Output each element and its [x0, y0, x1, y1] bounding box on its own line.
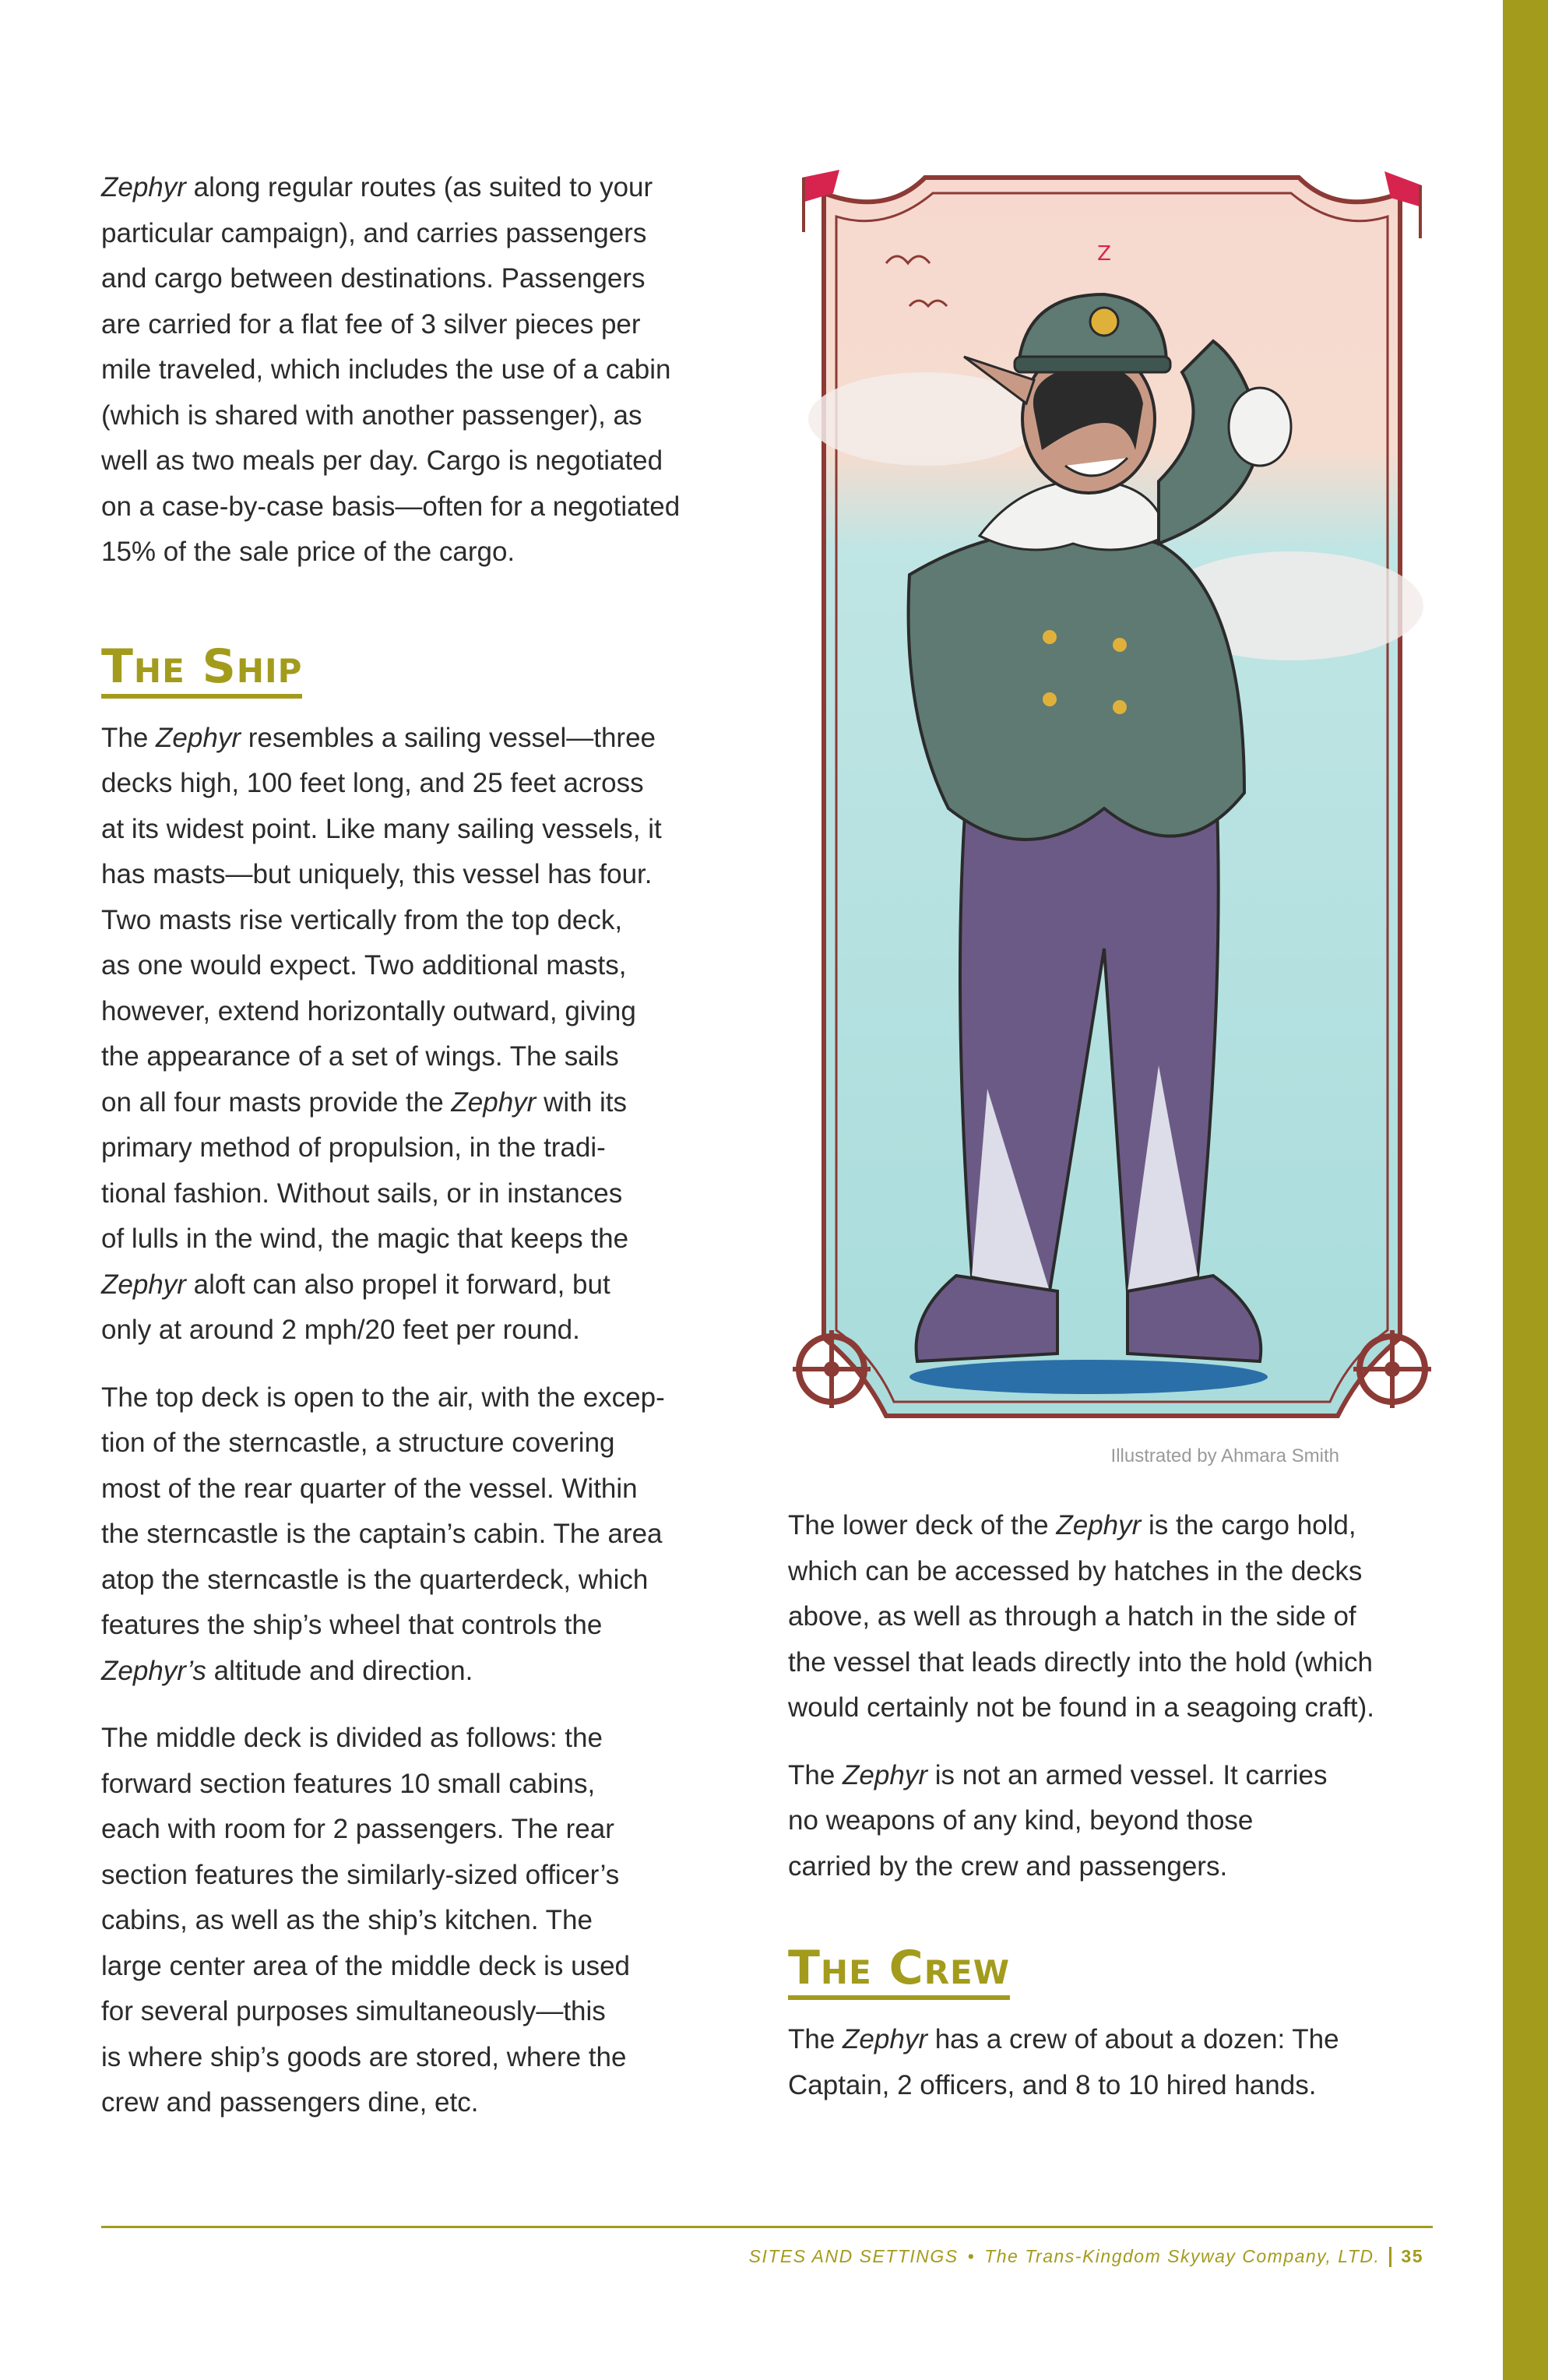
text-run: The top deck is open to the air, with the excep- tion of the sterncastle, a structure covering most of the rear quarter of the vessel. Within the sterncastle is the captain’s cabin. The area atop the sterncastle is the quarterdeck, which features the ship’s wheel that controls the [101, 1382, 665, 1640]
text-run: The [788, 2024, 843, 2054]
ship-name: Zephyr [101, 1269, 186, 1300]
text-run: altitude and direction. [206, 1655, 473, 1686]
ship-paragraph-1 [101, 716, 755, 1354]
running-footer [749, 2246, 1423, 2267]
ship-name: Zephyr’s [101, 1655, 206, 1686]
text-run: with its primary method of propulsion, in the tradi- tional fashion. Without sails, or in instances of lulls in the wind, the magic that keeps the [101, 1086, 629, 1254]
intro-text: along regular routes (as suited to your particular campaign), and carries passengers and cargo between destinations. Passengers are carried for a flat fee of 3 silver pieces per mile traveled, which includes the use of a cabin (which is shared with another passenger), as well as two meals per day. Cargo is negotiated on a case-by-case basis—often for a negotiated 15% of the sale price of the cargo. [101, 172, 681, 567]
crew-paragraph [788, 2017, 1434, 2108]
footer-divider [1389, 2247, 1391, 2267]
text-run: resembles a sailing vessel—three decks high, 100 feet long, and 25 feet across at its widest point. Like many sailing vessels, it has masts—but uniquely, this vessel has four. Two masts rise vertically from the top deck, as one would expect. Two additional masts, however, extend horizontally outward, giving the appearance of a set of wings. The sails on all four masts provide the [101, 722, 662, 1118]
text-run: is the cargo hold, which can be accessed by hatches in the decks above, as well as through a hatch in the side of the vessel that leads directly into the hold (which would certainly not be found in a seagoing craft). [788, 1510, 1374, 1723]
lower-deck-paragraph [788, 1503, 1434, 1731]
ship-name: Zephyr [843, 1759, 927, 1790]
text-run: is not an armed vessel. It carries no weapons of any kind, beyond those carried by the crew and passengers. [788, 1759, 1328, 1882]
text-run: The lower deck of the [788, 1510, 1057, 1540]
footer-rule [101, 2226, 1433, 2228]
intro-paragraph [101, 165, 755, 576]
ship-paragraph-3: The middle deck is divided as follows: the forward section features 10 small cabins, each with room for 2 passengers. The rear section features the similarly-sized officer’s cabins, as well as the ship’s kitchen. The large center area of the middle deck is used for several purposes simultaneously—this is where ship’s goods are stored, where the crew and passengers dine, etc. [101, 1723, 630, 2118]
ship-paragraph-2 [101, 1375, 755, 1695]
right-column [788, 1503, 1434, 2130]
page-number: 35 [1401, 2246, 1423, 2266]
ship-name: Zephyr [1056, 1510, 1142, 1540]
section-heading-ship: The Ship [101, 641, 302, 699]
ship-name: Zephyr [451, 1086, 537, 1118]
left-column [101, 165, 755, 2148]
text-run: aloft can also propel it forward, but only at around 2 mph/20 feet per round. [101, 1269, 610, 1345]
text-run: The [101, 722, 157, 753]
page-edge-band [1503, 0, 1548, 2380]
armed-paragraph [788, 1753, 1434, 1890]
ship-name: Zephyr [156, 722, 241, 753]
ship-name: Zephyr [101, 172, 186, 202]
ground-shadow [909, 1360, 1268, 1394]
text-run: has a crew of about a dozen: The Captain, 2 officers, and 8 to 10 hired hands. [788, 2024, 1339, 2100]
captain-illustration [793, 170, 1431, 1441]
footer-book-title: The Trans-Kingdom Skyway Company, LTD. [984, 2246, 1381, 2266]
hat-badge-letter: Z [1097, 242, 1111, 266]
section-heading-crew: The Crew [788, 1942, 1010, 2000]
text-run: The [788, 1759, 843, 1790]
footer-separator: • [967, 2246, 976, 2266]
illustration-credit: Illustrated by Ahmara Smith [1110, 1445, 1339, 1466]
ship-name: Zephyr [843, 2024, 927, 2054]
footer-section: SITES AND SETTINGS [748, 2246, 959, 2266]
